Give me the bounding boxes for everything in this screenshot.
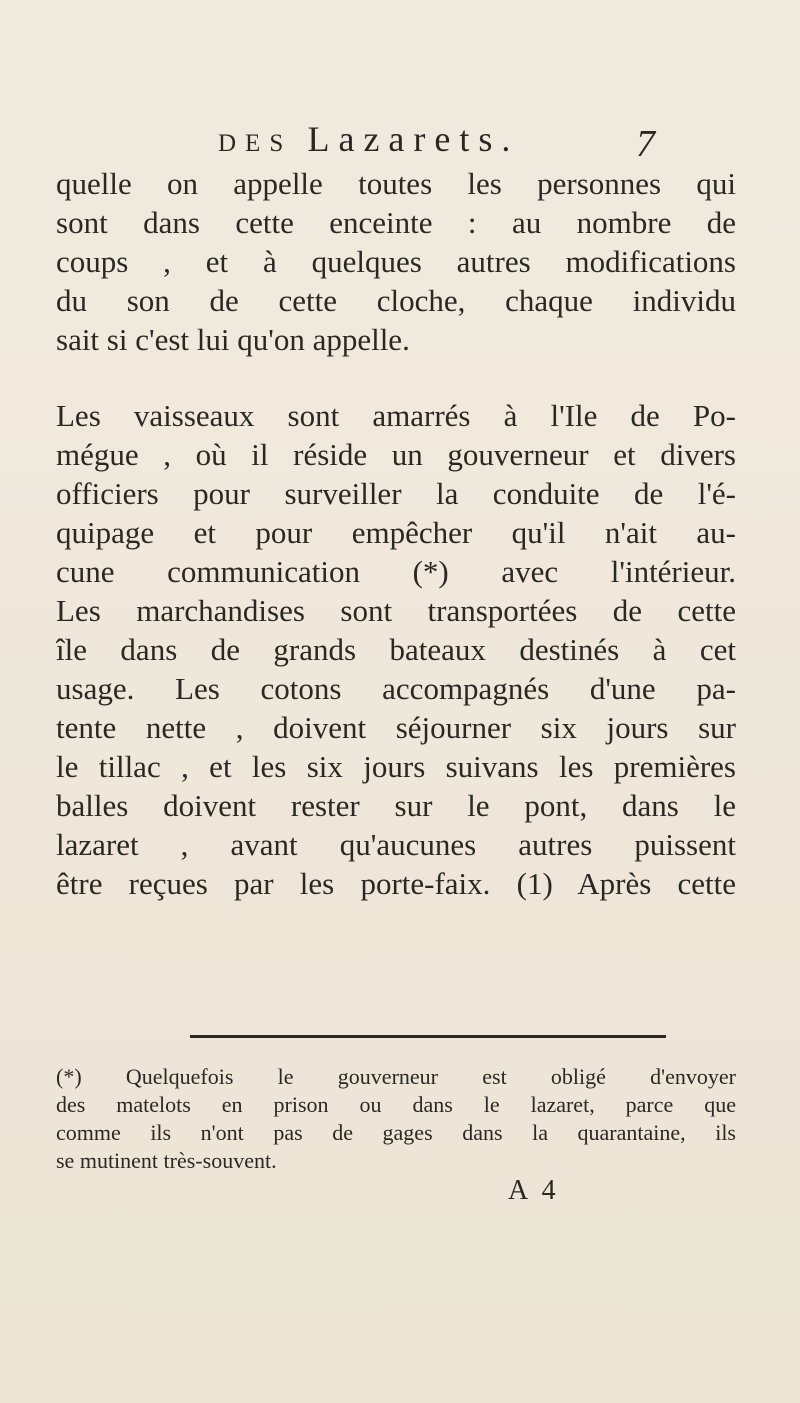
footnote bbox=[56, 1063, 736, 1175]
text-line: mégue , où il réside un gouverneur et divers bbox=[56, 437, 736, 472]
text-line: sont dans cette enceinte : au nombre de bbox=[56, 205, 736, 240]
text-line: cune communication (*) avec l'intérieur. bbox=[56, 554, 736, 589]
text-line: coups , et à quelques autres modifications bbox=[56, 244, 736, 279]
text-line: officiers pour surveiller la conduite de l'é- bbox=[56, 476, 736, 511]
text-line: tente nette , doivent séjourner six jours sur bbox=[56, 710, 736, 745]
text-line: balles doivent rester sur le pont, dans le bbox=[56, 788, 736, 823]
running-head-prefix: DES bbox=[218, 130, 308, 157]
signature-mark: A 4 bbox=[508, 1175, 560, 1206]
text-line: île dans de grands bateaux destinés à cet bbox=[56, 632, 736, 667]
text-line: sait si c'est lui qu'on appelle. bbox=[56, 322, 410, 357]
paragraph-2 bbox=[56, 396, 736, 903]
text-line: quelle on appelle toutes les personnes qui bbox=[56, 166, 736, 201]
text-line: quipage et pour empêcher qu'il n'ait au- bbox=[56, 515, 736, 550]
page-number: 7 bbox=[636, 123, 655, 165]
text-line: Les marchandises sont transportées de cette bbox=[56, 593, 736, 628]
text-line: du son de cette cloche, chaque individu bbox=[56, 283, 736, 318]
running-head bbox=[218, 118, 519, 160]
paragraph-gap bbox=[56, 359, 736, 396]
footnote-line: se mutinent très-souvent. bbox=[56, 1148, 277, 1173]
footnote-line: des matelots en prison ou dans le lazaret, parce que bbox=[56, 1092, 736, 1117]
footnote-line: (*) Quelquefois le gouverneur est obligé d'envoyer bbox=[56, 1064, 736, 1089]
body-text bbox=[56, 164, 736, 903]
text-line: lazaret , avant qu'aucunes autres puissent bbox=[56, 827, 736, 862]
text-line: usage. Les cotons accompagnés d'une pa- bbox=[56, 671, 736, 706]
footnote-rule bbox=[190, 1035, 666, 1038]
paragraph-1 bbox=[56, 164, 736, 359]
text-line: être reçues par les porte-faix. (1) Après cette bbox=[56, 866, 736, 901]
text-line: Les vaisseaux sont amarrés à l'Ile de Po- bbox=[56, 398, 736, 433]
running-head-title: Lazarets. bbox=[307, 119, 520, 159]
text-line: le tillac , et les six jours suivans les premières bbox=[56, 749, 736, 784]
footnote-line: comme ils n'ont pas de gages dans la quarantaine, ils bbox=[56, 1120, 736, 1145]
